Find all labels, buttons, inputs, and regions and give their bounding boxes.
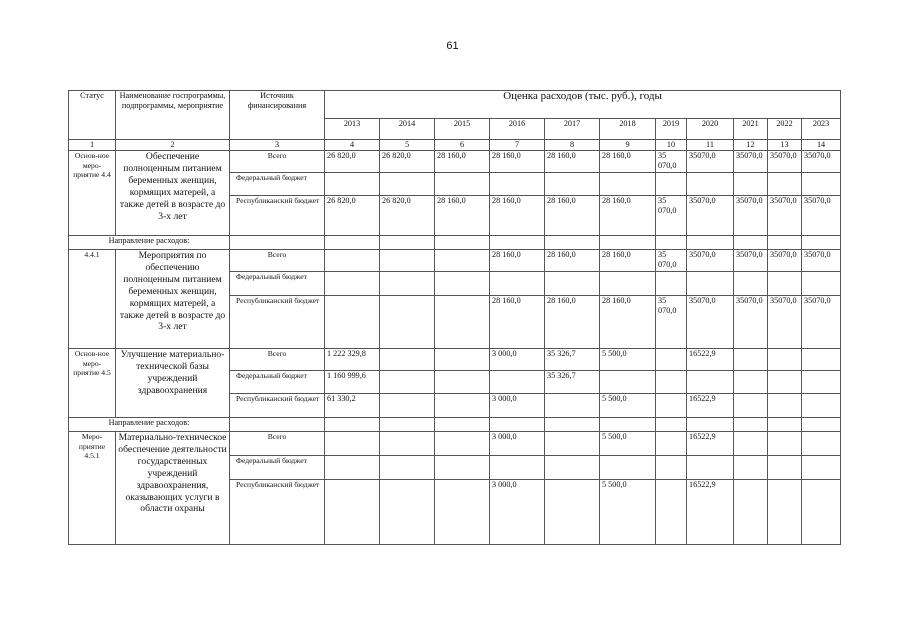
value-cell: 35070,0 [802, 296, 841, 349]
value-cell [600, 272, 656, 296]
name-cell: Материально-техническое обеспечение деятельности государственных учреждений здравоохранения, оказывающих услуги в области охраны [116, 432, 230, 545]
column-number: 7 [490, 140, 545, 151]
value-cell: 28 160,0 [490, 196, 545, 236]
direction-row [69, 418, 841, 432]
value-cell [768, 371, 802, 394]
value-cell [768, 272, 802, 296]
value-cell [802, 456, 841, 480]
value-cell: 5 500,0 [600, 432, 656, 456]
empty-cell [600, 418, 656, 432]
value-cell: 35070,0 [734, 196, 768, 236]
table-row [69, 250, 841, 272]
value-cell: 28 160,0 [600, 151, 656, 173]
column-number: 6 [435, 140, 490, 151]
value-cell: 5 500,0 [600, 394, 656, 418]
value-cell: 5 500,0 [600, 480, 656, 545]
value-cell: 35070,0 [802, 196, 841, 236]
value-cell: 35 326,7 [545, 349, 600, 371]
column-number: 14 [802, 140, 841, 151]
column-number: 12 [734, 140, 768, 151]
table-row [69, 151, 841, 173]
status-cell: 4.4.1 [69, 250, 116, 349]
empty-cell [802, 418, 841, 432]
value-cell [380, 480, 435, 545]
value-cell: 3 000,0 [490, 480, 545, 545]
empty-cell [380, 418, 435, 432]
source-cell: Республиканский бюджет [230, 196, 325, 236]
column-number: 13 [768, 140, 802, 151]
value-cell: 3 000,0 [490, 349, 545, 371]
value-cell [545, 173, 600, 196]
value-cell [545, 432, 600, 456]
value-cell [734, 371, 768, 394]
value-cell [380, 250, 435, 272]
value-cell [380, 349, 435, 371]
value-cell [380, 371, 435, 394]
status-header: Статус [69, 91, 116, 140]
value-cell [656, 432, 687, 456]
status-cell: Основ-ное меро-приятие 4.5 [69, 349, 116, 418]
value-cell [802, 480, 841, 545]
value-cell: 35070,0 [768, 250, 802, 272]
value-cell: 35 070,0 [656, 296, 687, 349]
value-cell: 26 820,0 [325, 151, 380, 173]
value-cell [380, 173, 435, 196]
value-cell: 35070,0 [768, 151, 802, 173]
value-cell: 35 070,0 [656, 250, 687, 272]
column-number: 4 [325, 140, 380, 151]
column-number-row [69, 140, 841, 151]
value-cell [545, 456, 600, 480]
value-cell [325, 272, 380, 296]
empty-cell [734, 236, 768, 250]
column-number: 3 [230, 140, 325, 151]
source-cell: Республиканский бюджет [230, 296, 325, 349]
value-cell [734, 394, 768, 418]
value-cell [687, 371, 734, 394]
value-cell [802, 173, 841, 196]
value-cell [768, 349, 802, 371]
source-cell: Федеральный бюджет [230, 173, 325, 196]
value-cell: 28 160,0 [545, 151, 600, 173]
value-cell [687, 456, 734, 480]
empty-cell [380, 236, 435, 250]
value-cell [380, 432, 435, 456]
direction-label: Направление расходов: [69, 418, 230, 432]
value-cell [600, 456, 656, 480]
empty-cell [600, 236, 656, 250]
value-cell: 16522,9 [687, 394, 734, 418]
year-header: 2023 [802, 119, 841, 140]
value-cell: 35070,0 [687, 196, 734, 236]
value-cell [802, 272, 841, 296]
value-cell: 28 160,0 [600, 250, 656, 272]
empty-cell [545, 418, 600, 432]
value-cell: 35070,0 [768, 296, 802, 349]
value-cell [490, 272, 545, 296]
source-cell: Всего [230, 349, 325, 371]
empty-cell [802, 236, 841, 250]
value-cell [325, 173, 380, 196]
value-cell [325, 480, 380, 545]
empty-cell [656, 418, 687, 432]
value-cell: 28 160,0 [545, 250, 600, 272]
value-cell [768, 480, 802, 545]
value-cell: 28 160,0 [545, 296, 600, 349]
source-cell: Федеральный бюджет [230, 272, 325, 296]
empty-cell [230, 236, 325, 250]
value-cell: 35070,0 [768, 196, 802, 236]
name-cell: Мероприятия по обеспечению полноценным питанием беременных женщин, кормящих матерей, а также детей в возрасте до 3-х лет [116, 250, 230, 349]
value-cell [545, 272, 600, 296]
value-cell: 28 160,0 [545, 196, 600, 236]
table-row [69, 432, 841, 456]
value-cell: 28 160,0 [490, 296, 545, 349]
value-cell [600, 173, 656, 196]
year-header: 2017 [545, 119, 600, 140]
value-cell: 1 160 999,6 [325, 371, 380, 394]
value-cell [734, 432, 768, 456]
value-cell [325, 250, 380, 272]
source-cell: Республиканский бюджет [230, 480, 325, 545]
value-cell: 3 000,0 [490, 432, 545, 456]
column-number: 9 [600, 140, 656, 151]
value-cell [768, 173, 802, 196]
value-cell [380, 394, 435, 418]
year-header: 2020 [687, 119, 734, 140]
value-cell [490, 371, 545, 394]
status-cell: Меро-приятие 4.5.1 [69, 432, 116, 545]
source-cell: Федеральный бюджет [230, 456, 325, 480]
value-cell [734, 173, 768, 196]
value-cell: 35 326,7 [545, 371, 600, 394]
value-cell [325, 296, 380, 349]
value-cell [490, 173, 545, 196]
column-number: 8 [545, 140, 600, 151]
value-cell: 35070,0 [734, 296, 768, 349]
value-cell [656, 349, 687, 371]
value-cell [802, 349, 841, 371]
value-cell [734, 349, 768, 371]
year-header: 2015 [435, 119, 490, 140]
value-cell [545, 394, 600, 418]
empty-cell [490, 418, 545, 432]
value-cell: 16522,9 [687, 480, 734, 545]
value-cell [380, 296, 435, 349]
source-cell: Всего [230, 250, 325, 272]
year-header: 2013 [325, 119, 380, 140]
value-cell [435, 349, 490, 371]
value-cell: 28 160,0 [490, 151, 545, 173]
value-cell: 28 160,0 [600, 296, 656, 349]
empty-cell [734, 418, 768, 432]
estimate-header: Оценка расходов (тыс. руб.), годы [325, 91, 841, 119]
value-cell [435, 272, 490, 296]
empty-cell [656, 236, 687, 250]
value-cell: 35070,0 [687, 296, 734, 349]
source-cell: Федеральный бюджет [230, 371, 325, 394]
name-cell: Обеспечение полноценным питанием беременных женщин, кормящих матерей, а также детей в возрасте до 3-х лет [116, 151, 230, 236]
year-header: 2018 [600, 119, 656, 140]
value-cell: 28 160,0 [435, 196, 490, 236]
empty-cell [545, 236, 600, 250]
value-cell [734, 456, 768, 480]
value-cell [435, 480, 490, 545]
value-cell [656, 480, 687, 545]
column-number: 5 [380, 140, 435, 151]
value-cell [435, 296, 490, 349]
column-number: 1 [69, 140, 116, 151]
page-number: 61 [446, 40, 459, 52]
value-cell [435, 250, 490, 272]
value-cell: 1 222 329,8 [325, 349, 380, 371]
name-cell: Улучшение материально-технической базы учреждений здравоохранения [116, 349, 230, 418]
value-cell: 26 820,0 [380, 151, 435, 173]
source-cell: Республиканский бюджет [230, 394, 325, 418]
empty-cell [435, 418, 490, 432]
empty-cell [490, 236, 545, 250]
value-cell [435, 456, 490, 480]
year-header: 2014 [380, 119, 435, 140]
header-row [69, 91, 841, 119]
value-cell [687, 272, 734, 296]
empty-cell [435, 236, 490, 250]
value-cell: 28 160,0 [600, 196, 656, 236]
value-cell [490, 456, 545, 480]
value-cell: 35070,0 [802, 151, 841, 173]
value-cell [600, 371, 656, 394]
empty-cell [768, 418, 802, 432]
column-number: 11 [687, 140, 734, 151]
direction-label: Направление расходов: [69, 236, 230, 250]
value-cell: 26 820,0 [325, 196, 380, 236]
value-cell: 3 000,0 [490, 394, 545, 418]
value-cell: 16522,9 [687, 349, 734, 371]
value-cell [435, 432, 490, 456]
value-cell [325, 456, 380, 480]
table-row [69, 349, 841, 371]
value-cell: 28 160,0 [435, 151, 490, 173]
column-number: 2 [116, 140, 230, 151]
value-cell: 35 070,0 [656, 196, 687, 236]
value-cell [545, 480, 600, 545]
empty-cell [325, 236, 380, 250]
empty-cell [325, 418, 380, 432]
value-cell: 26 820,0 [380, 196, 435, 236]
year-header: 2021 [734, 119, 768, 140]
value-cell [734, 272, 768, 296]
year-header: 2016 [490, 119, 545, 140]
value-cell [768, 394, 802, 418]
value-cell [325, 432, 380, 456]
value-cell: 35 070,0 [656, 151, 687, 173]
value-cell [768, 432, 802, 456]
value-cell [656, 371, 687, 394]
value-cell [656, 394, 687, 418]
value-cell [656, 272, 687, 296]
value-cell [734, 480, 768, 545]
value-cell: 16522,9 [687, 432, 734, 456]
expenditure-table [68, 90, 841, 545]
value-cell: 35070,0 [687, 151, 734, 173]
value-cell [687, 173, 734, 196]
name-header: Наименование госпрограммы, подпрограммы, мероприятие [116, 91, 230, 140]
empty-cell [687, 236, 734, 250]
value-cell: 28 160,0 [490, 250, 545, 272]
value-cell: 61 330,2 [325, 394, 380, 418]
column-number: 10 [656, 140, 687, 151]
value-cell: 5 500,0 [600, 349, 656, 371]
source-header: Источник финансирования [230, 91, 325, 140]
value-cell: 35070,0 [734, 151, 768, 173]
empty-cell [230, 418, 325, 432]
value-cell [802, 394, 841, 418]
value-cell [802, 371, 841, 394]
value-cell [435, 173, 490, 196]
value-cell [435, 394, 490, 418]
year-header: 2022 [768, 119, 802, 140]
value-cell [380, 272, 435, 296]
value-cell [380, 456, 435, 480]
value-cell [656, 456, 687, 480]
value-cell: 35070,0 [687, 250, 734, 272]
empty-cell [768, 236, 802, 250]
value-cell [802, 432, 841, 456]
direction-row [69, 236, 841, 250]
empty-cell [687, 418, 734, 432]
source-cell: Всего [230, 151, 325, 173]
value-cell: 35070,0 [802, 250, 841, 272]
status-cell: Основ-ное меро-приятие 4.4 [69, 151, 116, 236]
value-cell: 35070,0 [734, 250, 768, 272]
value-cell [435, 371, 490, 394]
value-cell [768, 456, 802, 480]
value-cell [656, 173, 687, 196]
year-header: 2019 [656, 119, 687, 140]
source-cell: Всего [230, 432, 325, 456]
